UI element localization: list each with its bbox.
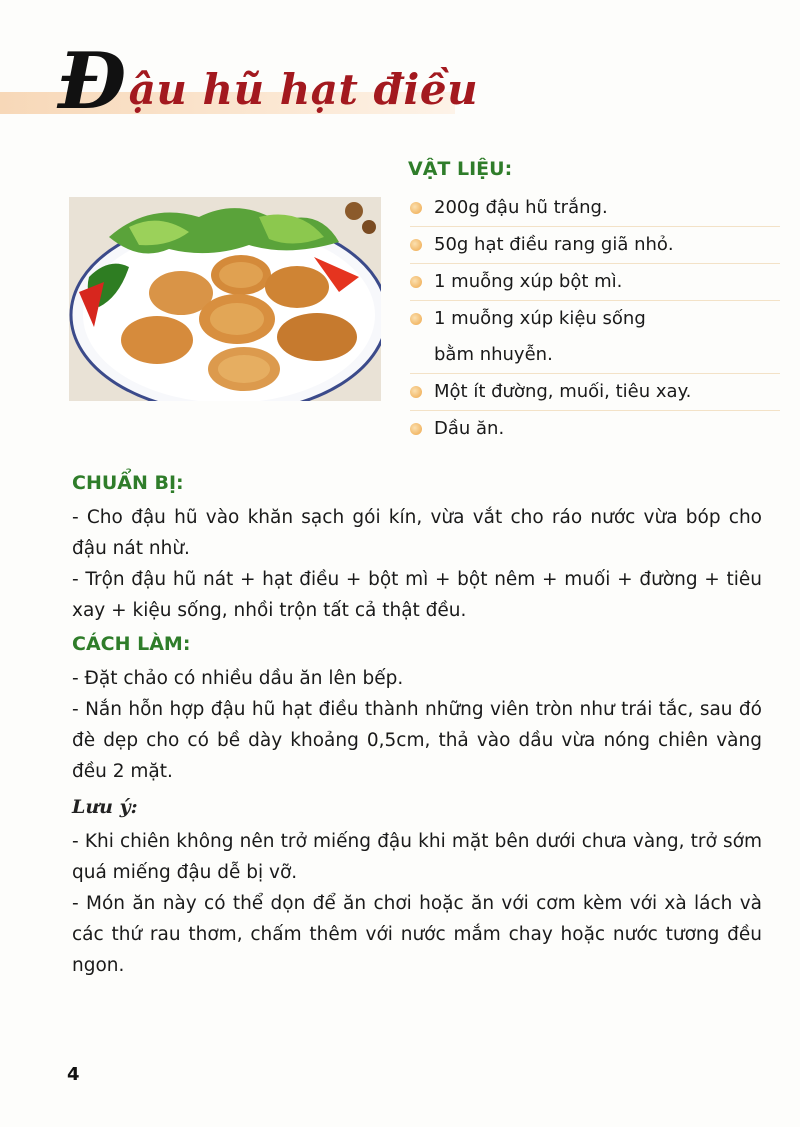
note-text	[72, 826, 762, 981]
page-number: 4	[67, 1064, 80, 1085]
ingredients-list	[410, 190, 780, 447]
ingredient-item: 50g hạt điều rang giã nhỏ.	[410, 227, 780, 264]
ingredient-item: 1 muỗng xúp bột mì.	[410, 264, 780, 301]
ingredient-item: Một ít đường, muối, tiêu xay.	[410, 374, 780, 411]
bullet-icon	[410, 386, 422, 398]
page-title	[58, 36, 478, 127]
prep-text	[72, 502, 762, 626]
bullet-icon	[410, 239, 422, 251]
ingredient-item: 200g đậu hũ trắng.	[410, 190, 780, 227]
ingredients-heading: VẬT LIỆU:	[408, 158, 513, 180]
note-heading: Lưu ý:	[72, 796, 138, 818]
method-line: - Đặt chảo có nhiều dầu ăn lên bếp.	[72, 668, 404, 689]
method-heading: CÁCH LÀM:	[72, 633, 191, 655]
title-rest: ậu hũ hạt điều	[128, 65, 479, 114]
bullet-icon	[410, 202, 422, 214]
dish-photo	[69, 197, 381, 401]
dish-photo-illustration	[69, 197, 381, 401]
prep-heading: CHUẨN BỊ:	[72, 472, 184, 494]
method-text	[72, 663, 762, 787]
title-initial: Đ	[58, 36, 127, 127]
note-line: - Khi chiên không nên trở miếng đậu khi mặt bên dưới chưa vàng, trở sớm quá miếng đậu dễ bị vỡ.	[72, 831, 762, 883]
note-line: - Món ăn này có thể dọn để ăn chơi hoặc ăn với cơm kèm với xà lách và các thứ rau thơm, chấm thêm với nước mắm chay hoặc nước tương đều ngon.	[72, 893, 762, 976]
method-line: - Nắn hỗn hợp đậu hũ hạt điều thành những viên tròn như trái tắc, sau đó đè dẹp cho có bề dày khoảng 0,5cm, thả vào dầu vừa nóng chiên vàng đều 2 mặt.	[72, 699, 762, 782]
ingredient-item: Dầu ăn.	[410, 411, 780, 447]
prep-line: - Trộn đậu hũ nát + hạt điều + bột mì + bột nêm + muối + đường + tiêu xay + kiệu sống, nhồi trộn tất cả thật đều.	[72, 569, 762, 621]
bullet-icon	[410, 313, 422, 325]
bullet-icon	[410, 423, 422, 435]
ingredient-item: 1 muỗng xúp kiệu sống bằm nhuyễn.	[410, 301, 780, 374]
prep-line: - Cho đậu hũ vào khăn sạch gói kín, vừa vắt cho ráo nước vừa bóp cho đậu nát nhừ.	[72, 507, 762, 559]
bullet-icon	[410, 276, 422, 288]
